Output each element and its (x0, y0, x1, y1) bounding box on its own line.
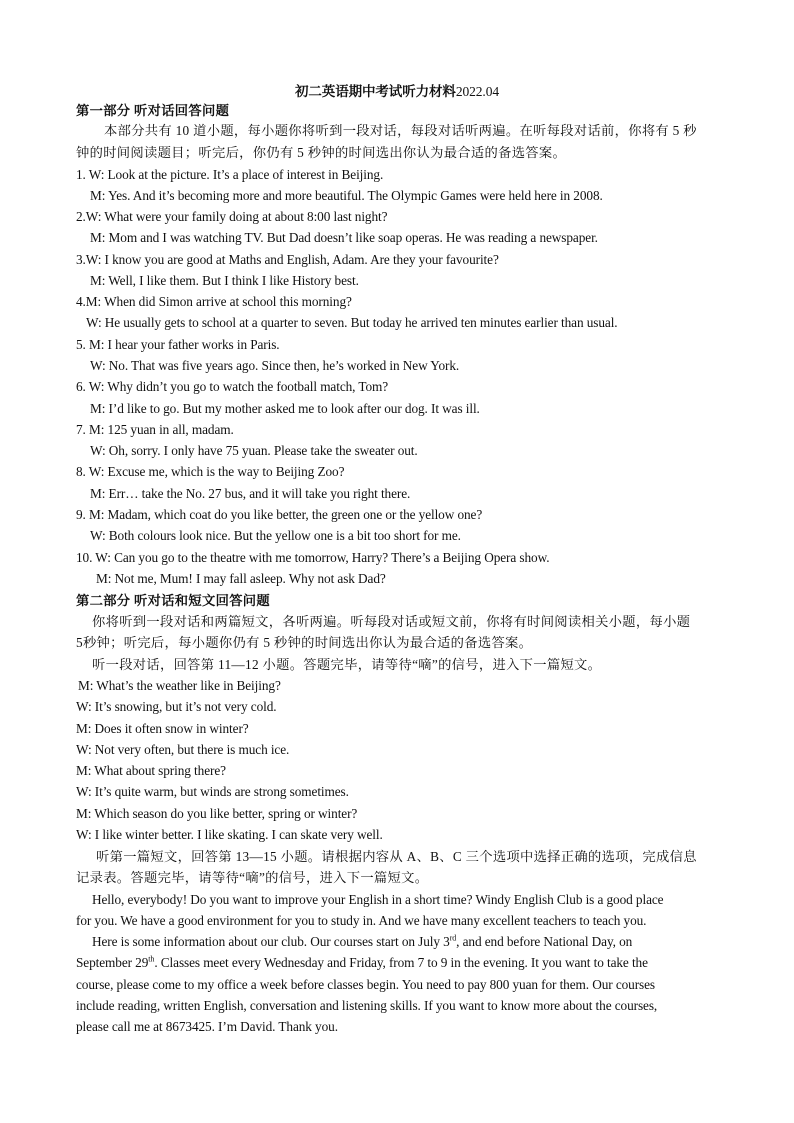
part2-heading: 第二部分 听对话和短文回答问题 (76, 593, 270, 608)
dialog-line: W: Both colours look nice. But the yellow one is a bit too short for me. (90, 528, 461, 543)
passage-line: course, please come to my office a week before classes begin. You need to pay 800 yuan for them. Our courses (76, 977, 656, 992)
dialog-instruction: 听一段对话，回答第 11—12 小题。答题完毕，请等待“嘀”的信号，进入下一篇短文。 (92, 657, 602, 672)
dialog-line: 1. W: Look at the picture. It’s a place of interest in Beijing. (76, 167, 384, 182)
part1-heading: 第一部分 听对话回答问题 (76, 103, 230, 118)
dialog-line: W: I like winter better. I like skating. I can skate very well. (76, 827, 383, 842)
passage-instruction-line2: 记录表。答题完毕，请等待“嘀”的信号，进入下一篇短文。 (76, 870, 429, 885)
dialog-line: M: Not me, Mum! I may fall asleep. Why not ask Dad? (96, 571, 386, 586)
document-title (0, 80, 794, 100)
dialog-line: W: It’s quite warm, but winds are strong sometimes. (76, 784, 349, 799)
passage-line: Hello, everybody! Do you want to improve your English in a short time? Windy English Club is a good place (92, 892, 664, 907)
title-text: 初二英语期中考试听力材料 (295, 84, 456, 99)
dialog-line: 4.M: When did Simon arrive at school this morning? (76, 294, 352, 309)
passage-line: please call me at 8673425. I’m David. Thank you. (76, 1019, 338, 1034)
dialog-line: M: Well, I like them. But I think I like History best. (90, 273, 359, 288)
part2-intro-line1: 你将听到一段对话和两篇短文，各听两遍。听每段对话或短文前，你将有时间阅读相关小题，每小题 (92, 614, 691, 629)
passage-line: Here is some information about our club. Our courses start on July 3rd, and end before National Day, on (92, 933, 633, 949)
dialog-line: 6. W: Why didn’t you go to watch the football match, Tom? (76, 379, 389, 394)
dialog-line: W: Not very often, but there is much ice. (76, 742, 290, 757)
part1-intro-line1: 本部分共有 10 道小题，每小题你将听到一段对话，每段对话听两遍。在听每段对话前，你将有 5 秒 (104, 123, 697, 138)
passage-line: September 29th. Classes meet every Wednesday and Friday, from 7 to 9 in the evening. It you want to take the (76, 954, 648, 970)
dialog-line: 9. M: Madam, which coat do you like better, the green one or the yellow one? (76, 507, 483, 522)
dialog-line: 2.W: What were your family doing at about 8:00 last night? (76, 209, 388, 224)
dialog-line: 10. W: Can you go to the theatre with me tomorrow, Harry? There’s a Beijing Opera show. (76, 550, 550, 565)
title-date: 2022.04 (455, 84, 499, 99)
dialog-line: M: Does it often snow in winter? (76, 721, 249, 736)
passage-instruction-line1: 听第一篇短文，回答第 13—15 小题。请根据内容从 A、B、C 三个选项中选择正确的选项，完成信息 (96, 849, 697, 864)
dialog-line: W: He usually gets to school at a quarter to seven. But today he arrived ten minutes earlier than usual. (86, 315, 618, 330)
passage-line: for you. We have a good environment for you to study in. And we have many excellent teachers to teach you. (76, 913, 647, 928)
part1-intro-line2: 钟的时间阅读题目；听完后，你仍有 5 秒钟的时间选出你认为最合适的备选答案。 (76, 145, 567, 160)
dialog-line: 7. M: 125 yuan in all, madam. (76, 422, 234, 437)
passage-line: include reading, written English, conversation and listening skills. If you want to know more about the courses, (76, 998, 658, 1013)
part2-intro-line2: 5秒钟；听完后，每小题你仍有 5 秒钟的时间选出你认为最合适的备选答案。 (76, 635, 533, 650)
dialog-line: 3.W: I know you are good at Maths and English, Adam. Are they your favourite? (76, 252, 499, 267)
dialog-line: M: Which season do you like better, spring or winter? (76, 806, 358, 821)
dialog-line: M: Yes. And it’s becoming more and more beautiful. The Olympic Games were held here in 2008. (90, 188, 603, 203)
dialog-line: M: I’d like to go. But my mother asked me to look after our dog. It was ill. (90, 401, 480, 416)
dialog-line: 5. M: I hear your father works in Paris. (76, 337, 280, 352)
dialog-line: M: Err… take the No. 27 bus, and it will take you right there. (90, 486, 411, 501)
dialog-line: M: What’s the weather like in Beijing? (78, 678, 281, 693)
dialog-line: 8. W: Excuse me, which is the way to Beijing Zoo? (76, 464, 345, 479)
dialog-line: W: No. That was five years ago. Since then, he’s worked in New York. (90, 358, 460, 373)
dialog-line: M: Mom and I was watching TV. But Dad doesn’t like soap operas. He was reading a newspaper. (90, 230, 598, 245)
dialog-line: W: It’s snowing, but it’s not very cold. (76, 699, 277, 714)
dialog-line: W: Oh, sorry. I only have 75 yuan. Please take the sweater out. (90, 443, 418, 458)
dialog-line: M: What about spring there? (76, 763, 226, 778)
